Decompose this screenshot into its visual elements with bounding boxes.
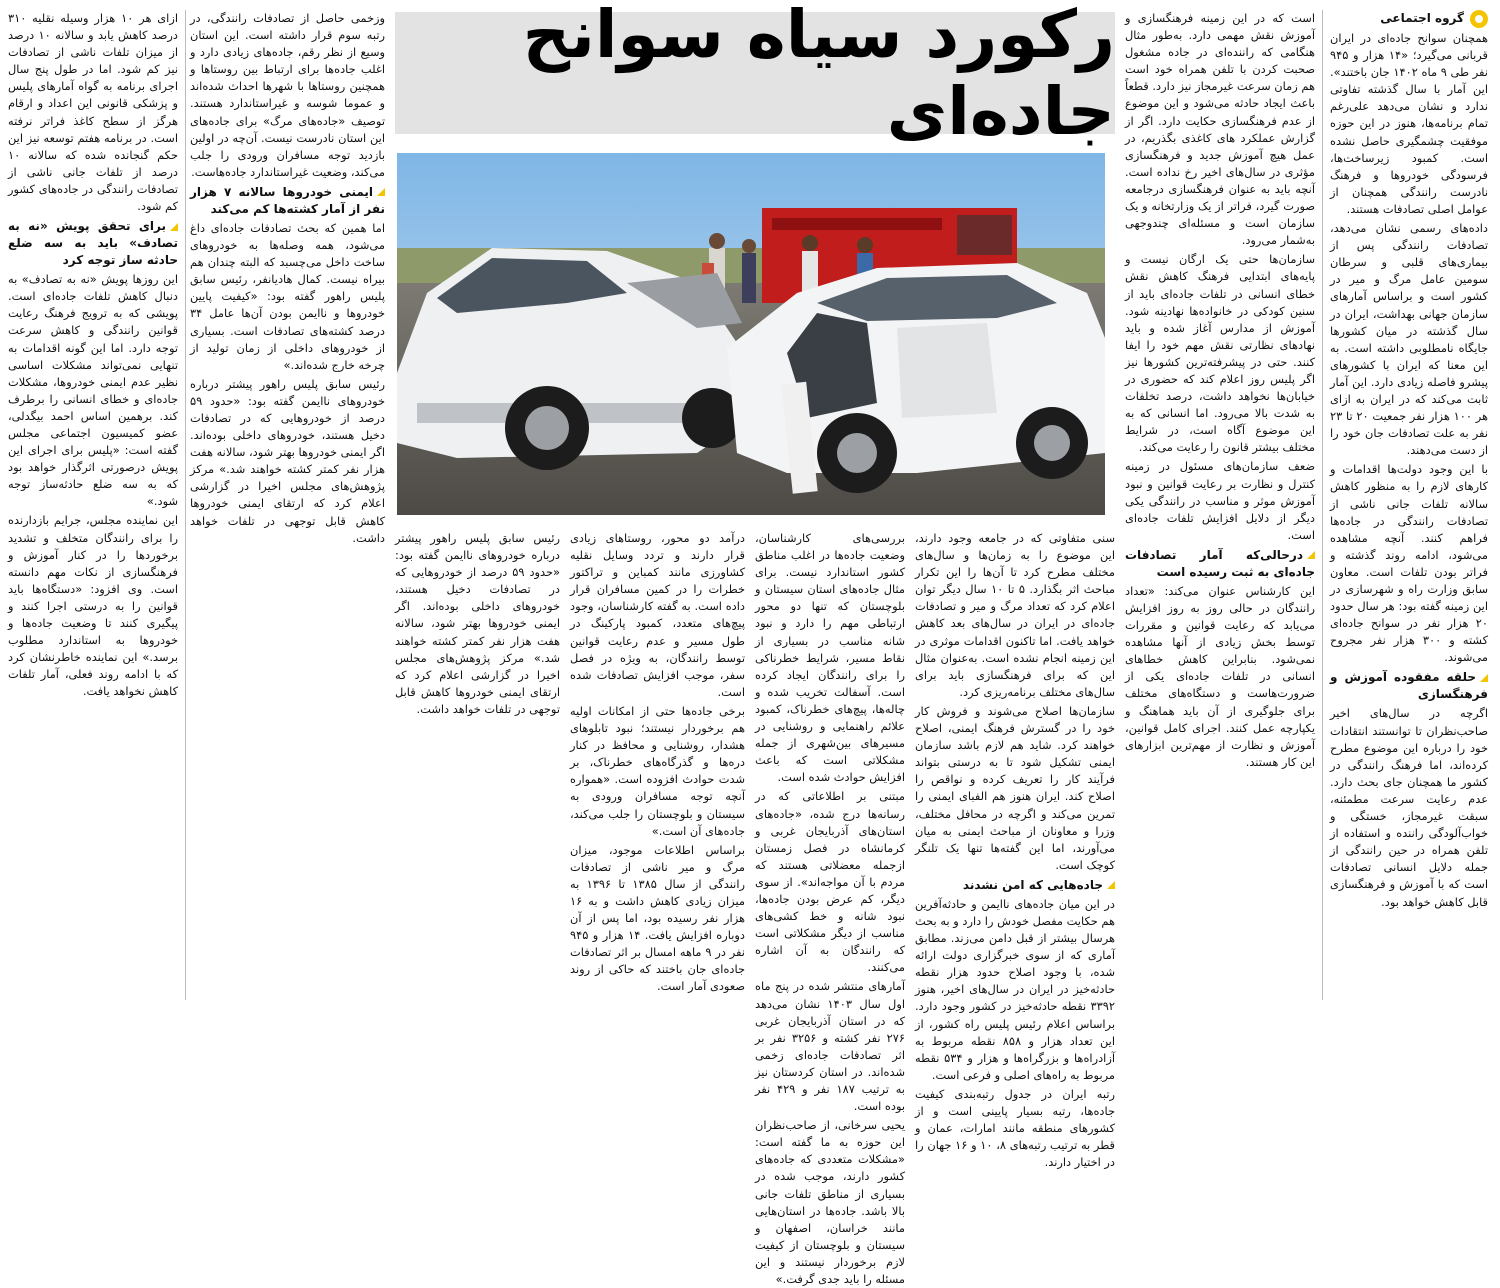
paragraph: سنی متفاوتی که در جامعه وجود دارند، این موضوع را به زمان‌ها و سال‌های مختلف مطرح کرد تا آن‌ها را این تکرار مباحث اثر بگذارد. ۵ تا ۱۰ سال دیگر توان اعلام کرد که تعداد مرگ و میر و تصادفات جاده‌ای در ایران در سال‌های بعد کاهش خواهد یافت. اما تاکنون اقدامات موثری در این زمینه انجام نشده است. به‌عنوان مثال این که برای فرهنگسازی باید برای سال‌های مختلف برنامه‌ریزی کرد. [915,531,1115,699]
column-3 [915,530,1116,1170]
logo-icon [1470,10,1488,28]
paragraph: بررسی‌های کارشناسان، وضعیت جاده‌ها در اغلب مناطق کشور استاندارد نیست. برای مثال جاده‌های استان سیستان و بلوچستان که تنها دو محور ارتباطی مهم را دارد و نبود شانه مناسب در بسیاری از نقاط مسیر، شرایط خطرناکی را برای رانندگان ایجاد کرده است. آسفالت تخریب شده و چاله‌ها، پیچ‌های خطرناک، کمبود علائم راهنمایی و روشنایی در مسیرهای بین‌شهری از جمله مشکلاتی است که باعث افزایش حوادث شده است. [755,531,905,785]
paragraph: سازمان‌ها اصلاح می‌شوند و فروش کار خود را در گسترش فرهنگ ایمنی، اصلاح خواهند کرد. شاید هم لازم باشد سازمان ایمنی تشکیل شود تا به درستی بتواند فرآیند کار را تعریف کرده و نواقص را اصلاح کند. ایران هنوز هم الفبای ایمنی را تمرین می‌کند و اگرچه در محافل مختلف، وزرا و معاونان از مباحث ایمنی به میان می‌آورند، اما این گفته‌ها تنها یک تلنگر کوچک است. [915,703,1115,872]
paragraph: با این وجود دولت‌ها اقدامات و کارهای لازم را به منظور کاهش سالانه تلفات جانی ناشی از تصادفات رانندگی در جاده‌ها فراهم کنند. آنچه مشاهده می‌شود، ادامه روند گذشته و فراتر بودن تلفات است. معاون سابق وزارت راه و شهرسازی در این زمینه گفته بود: هر سال حدود ۲۰ هزار نفر در سوانح جاده‌ای کشته و ۳۰۰ هزار نفر مجروح می‌شوند. [1330,462,1488,665]
subheading: ایمنی خودروها سالانه ۷ هزار نفر از آمار کشته‌ها کم می‌کند [190,184,385,216]
paragraph: این روزها پویش «نه به تصادف» به دنبال کاهش تلفات جاده‌ای است. پویشی که به ترویج فرهنگ رعایت قوانین رانندگی و کاهش سرعت توجه دارد. اما این گونه اقدامات به تنهایی نمی‌تواند مشکلات اساسی نظیر عدم ایمنی خودروها، مشکلات جاده‌ای و خطای انسانی را برطرف کند. برهمین اساس احمد بیگدلی، عضو کمیسیون اجتماعی مجلس گفته است: «پلیس برای اجرای این پویش درصورتی اثرگذار خواهد بود که به سه ضلع حادثه‌ساز توجه شود.» [8,272,178,509]
column-8 [395,530,560,1005]
paragraph: سازمان‌ها حتی یک ارگان نیست و پایه‌های ابتدایی فرهنگ کاهش نقش خطای انسانی در تلفات جاده‌ای باید از سنین کودکی در خانواده‌ها نهادینه شود. آموزش از مدارس آغاز شده و باید نهادهای نظارتی نقش مهم خود را ایفا کنند. حتی در پیشرفته‌ترین کشورها نیز اگر پلیس روز اعلام کند که حضوری در خیابان‌ها نخواهد داشت، درصد تخلفات به شدت بالا می‌رود. اما انسانی که به این موضوع آگاه است، در شرایط مختلف بیشتر قانون را رعایت می‌کند. [1125,252,1315,455]
column-divider [185,10,186,1000]
byline [1330,10,1488,28]
subheading: برای تحقق پویش «نه به تصادف» باید به سه ضلع حادثه ساز توجه کرد [8,219,178,268]
paragraph: همچنان سوانح جاده‌ای در ایران قربانی می‌گیرد؛ «۱۴ هزار و ۹۴۵ نفر طی ۹ ماه ۱۴۰۲ جان باختند». این آمار با سال گذشته تفاوتی ندارد و نشان می‌دهد علی‌رغم تمام برنامه‌ها، هنوز در این حوزه موفقیت چشمگیری حاصل نشده است. کمبود زیرساخت‌ها، فرسودگی خودروها و فرهنگ نادرست رانندگی همچنان از عوامل اصلی تصادفات هستند. [1330,31,1488,216]
paragraph: ضعف سازمان‌های مسئول در زمینه کنترل و نظارت بر رعایت قوانین و نبود آموزش موثر و مناسب در رانندگی یکی دیگر از دلایل افزایش تلفات جاده‌ای است. [1125,459,1315,542]
subheading: حلقه مفقوده آموزش و فرهنگسازی [1330,670,1488,702]
headline: رکورد سیاه سوانح جاده‌ای [522,0,1115,150]
paragraph: ازای هر ۱۰ هزار وسیله نقلیه ۳۱۰ درصد کاهش یابد و سالانه ۱۰ درصد از میزان تلفات ناشی از تصادفات نیز کم شود. اما در طول پنج سال اجرای برنامه به گواه آمارهای پلیس و پزشکی قانونی این اعداد و ارقام هرگز از سطح کاغذ فراتر نرفته است. در برنامه هفتم توسعه نیز این حکم گنجانده شده که سالانه ۱۰ درصد از تلفات جانی ناشی از تصادفات رانندگی در جاده‌های کشور کم شود. [8,11,178,214]
paragraph: در این میان جاده‌های ناایمن و حادثه‌آفرین هم حکایت مفصل خودش را دارد و به بحث هرسال بیشتر از قبل دامن می‌زند. مطابق آماری که از سوی خبرگزاری دولت ارائه شده، با وجود اصلاح حدود هزار نقطه حادثه‌خیز در ایران در سال‌های اخیر، هنوز ۳۳۹۲ نقطه حادثه‌خیز در کشور وجود دارد. براساس اعلام رئیس پلیس راه کشور، از این تعداد هزار و ۸۵۸ نقطه مربوط به آزادراه‌ها و بزرگراه‌ها و هزار و ۵۳۴ نقطه مربوط به راه‌های اصلی و فرعی است. [915,896,1116,1082]
paragraph: درآمد دو محور، روستاهای زیادی قرار دارند و تردد وسایل نقلیه کشاورزی مانند کمباین و تراکتور خطرات را در کمین مسافران قرار داده است. به گفته کارشناسان، وجود پیچ‌های متعدد، کمبود پارکینگ در طول مسیر و عدم رعایت قوانین توسط رانندگان، به ویژه در فصل سفر، موجب افزایش تصادفات شده است. [570,531,745,699]
paragraph: آمارهای منتشر شده در پنج ماه اول سال ۱۴۰۳ نشان می‌دهد که در استان آذربایجان غربی ۲۷۶ نفر کشته و ۳۲۵۶ نفر بر اثر تصادفات جاده‌ای زخمی شده‌اند. در استان کردستان نیز به ترتیب ۱۸۷ نفر و ۴۲۹ نفر بوده است. [755,979,905,1114]
column-1 [1330,10,1488,1005]
paragraph: اما همین که بحث تصادفات جاده‌ای داغ می‌شود، همه وصله‌ها به خودروهای ساخت داخل می‌چسبد که البته چندان هم بیراه نیست. کمال هادیانفر، رئیس سابق پلیس راهور گفته بود: «کیفیت پایین خودروها و ناایمن بودن آن‌ها عامل ۳۴ درصد کشته‌های تصادفات است. بسیاری از خودروهای داخلی از زمان تولید از چرخه خارج شده‌اند.» [190,220,385,372]
paragraph: داده‌های رسمی نشان می‌دهد، تصادفات رانندگی پس از بیماری‌های قلبی و سرطان سومین عامل مرگ و میر در کشور است و براساس آمارهای سازمان جهانی بهداشت، ایران در سال گذشته در میان کشورها جایگاه نامطلوبی داشته است. به این معنا که ایران با کشورهای پیشرو فاصله زیادی دارد. این آمار ثابت می‌کند که در ایران به ازای هر ۱۰۰ هزار نفر جمعیت ۲۰ تا ۲۳ نفر به علت تصادفات جان خود را از دست می‌دهند. [1330,221,1488,458]
headline-banner [395,0,1115,150]
column-6 [190,10,385,1005]
column-7 [8,10,178,1005]
subheading: درحالی‌که آمار تصادفات جاده‌ای به ثبت رسیده است [1125,547,1315,579]
column-2 [1125,10,1315,1005]
column-divider [1322,10,1323,1000]
paragraph: این نماینده مجلس، جرایم بازدارنده را برای رانندگان متخلف و تشدید برخوردها را در کنار آموزش و فرهنگسازی از نکات مهم دانسته است. وی افزود: «دستگاه‌ها باید قوانین را به درستی اجرا کنند و پیگیری کنند تا وضعیت جاده‌ها و خودروها به استاندارد مطلوب برسد.» این نماینده خاطرنشان کرد که با ادامه روند فعلی، آمار تلفات کاهش نخواهد یافت. [8,513,178,699]
paragraph: رتبه ایران در جدول رتبه‌بندی کیفیت جاده‌ها، رتبه بسیار پایینی است و از کشورهای منطقه مانند امارات، عمان و قطر به ترتیب رتبه‌های ۸، ۱۰ و ۱۶ جهان را در اختیار دارند. [915,1086,1115,1170]
column-5 [570,530,745,1005]
column-4 [755,530,905,1287]
paragraph: براساس اطلاعات موجود، میزان مرگ و میر ناشی از تصادفات رانندگی از سال ۱۳۸۵ تا ۱۳۹۶ به میزان زیادی کاهش داشت و به ۱۶ هزار نفر رسیده بود، اما پس از آن دوباره افزایش یافت. ۱۴ هزار و ۹۴۵ نفر در ۹ ماهه امسال بر اثر تصادفات جاده‌ای جان باختند که حاکی از روند صعودی آمار است. [570,842,745,994]
paragraph: برخی جاده‌ها حتی از امکانات اولیه هم برخوردار نیستند؛ نبود تابلوهای هشدار، روشنایی و محافظ در کنار دره‌ها و گذرگاه‌های خطرناک، بر شدت حوادث افزوده است. «همواره آنچه توجه مسافران ورودی به سیستان و بلوچستان را جلب می‌کند، جاده‌های آن است.» [570,703,745,838]
subheading: جاده‌هایی که امن نشدند [915,877,1115,894]
paragraph: اگرچه در سال‌های اخیر صاحب‌نظران تا توانستند انتقادات خود را درباره این موضوع مطرح کرده‌اند، اما فرهنگ رانندگی در کشور ما همچنان جای بحث دارد. عدم رعایت سرعت مطمئنه، سبقت غیرمجاز، خستگی و خواب‌آلودگی راننده و استفاده از تلفن همراه در حین رانندگی از جمله دلایل انسانی تصادفات است که با آموزش و فرهنگسازی قابل کاهش خواهد بود. [1330,706,1488,909]
paragraph: است که در این زمینه فرهنگسازی و آموزش نقش مهمی دارد. به‌طور مثال هنگامی که راننده‌ای در جاده مشغول صحبت کردن با تلفن همراه خود است هم زمان سرعت غیرمجاز نیز دارد. قطعاً باعث ایجاد حادثه می‌شود و این موضوع از عدم فرهنگسازی حکایت دارد. اگر از گزارش عملکرد های کاغذی بگذریم، در عمل هیچ آموزش جدید و فرهنگسازی مؤثری در سال‌های اخیر رخ نداده است. آنچه باید به عنوان فرهنگسازی درجامعه صورت گیرد، فراتر از یک وزارتخانه و یک سازمان است و مسئله‌ای چندوجهی به‌شمار می‌رود. [1125,11,1315,248]
paragraph: مبتنی بر اطلاعاتی که در رسانه‌ها درج شده، «جاده‌های استان‌های آذربایجان غربی و کرمانشاه در فصل زمستان ازجمله معضلاتی هستند که مردم با آن مواجه‌اند». از سوی دیگر، کم عرض بودن جاده‌ها، نبود شانه و خط کشی‌های مناسب از دیگر مشکلاتی است که رانندگان به آن اشاره می‌کنند. [755,789,905,975]
paragraph: رئیس سابق پلیس راهور پیشتر درباره خودروهای ناایمن گفته بود: «حدود ۵۹ درصد از خودروهایی که در تصادفات دخیل هستند، خودروهای داخلی بوده‌اند. اگر ایمنی خودروها بهتر شود، سالانه هفت هزار نفر کمتر کشته خواهند شد.» مرکز پژوهش‌های مجلس اخیرا در گزارشی اعلام کرد که ارتقای ایمنی خودروها کاهش قابل توجهی در تلفات خواهد داشت. [190,376,385,545]
paragraph: رئیس سابق پلیس راهور پیشتر درباره خودروهای ناایمن گفته بود: «حدود ۵۹ درصد از خودروهایی که در تصادفات دخیل هستند، خودروهای داخلی بوده‌اند. اگر ایمنی خودروها بهتر شود، سالانه هفت هزار نفر کمتر کشته خواهند شد.» مرکز پژوهش‌های مجلس اخیرا در گزارشی اعلام کرد که ارتقای ایمنی خودروها کاهش قابل توجهی در تلفات خواهد داشت. [395,531,561,716]
byline-text: گروه اجتماعی [1380,11,1464,26]
paragraph: این کارشناس عنوان می‌کند: «تعداد رانندگان در حالی روز به روز افزایش می‌یابد که رعایت قوانین و مقررات توسط بخش زیادی از آنها مشاهده نمی‌شود. بنابراین کاهش خطاهای انسانی در تلفات جاده‌ای یکی از ضرورت‌هاست و دستگاه‌های مختلف برای جلوگیری از آن باید هماهنگ و یکپارچه عمل کنند. اجرای کامل قوانین، آموزش و نظارت از مهم‌ترین ابزارهای این کار هستند. [1125,583,1315,769]
paragraph: یحیی سرخانی، از صاحب‌نظران این حوزه به ما گفته است: «مشکلات متعددی که جاده‌های کشور دارند، موجب شده در بسیاری از مناطق تلفات جانی بالا باشد. جاده‌ها در استان‌هایی مانند خراسان، اصفهان و سیستان و بلوچستان از کیفیت لازم برخوردار نیستند و این مسئله را باید جدی گرفت.» [755,1118,905,1287]
paragraph: وزخمی حاصل از تصادفات رانندگی، در رتبه سوم قرار داشته است. این استان وسیع از نظر رقم، جاده‌های زیادی دارد و اغلب جاده‌ها برای ارتباط بین روستاها و همچنین روستاها با شهرها احداث شده‌اند و عموما شوسه و غیراستاندارد هستند. توصیف «جاده‌های مرگ» برای جاده‌های این استان نادرست نیست. آن‌چه در اولین بازدید توجه مسافران ورودی را جلب می‌کند، وضعیت غیراستاندارد جاده‌هاست. [190,11,385,179]
accident-photo [397,153,1105,515]
